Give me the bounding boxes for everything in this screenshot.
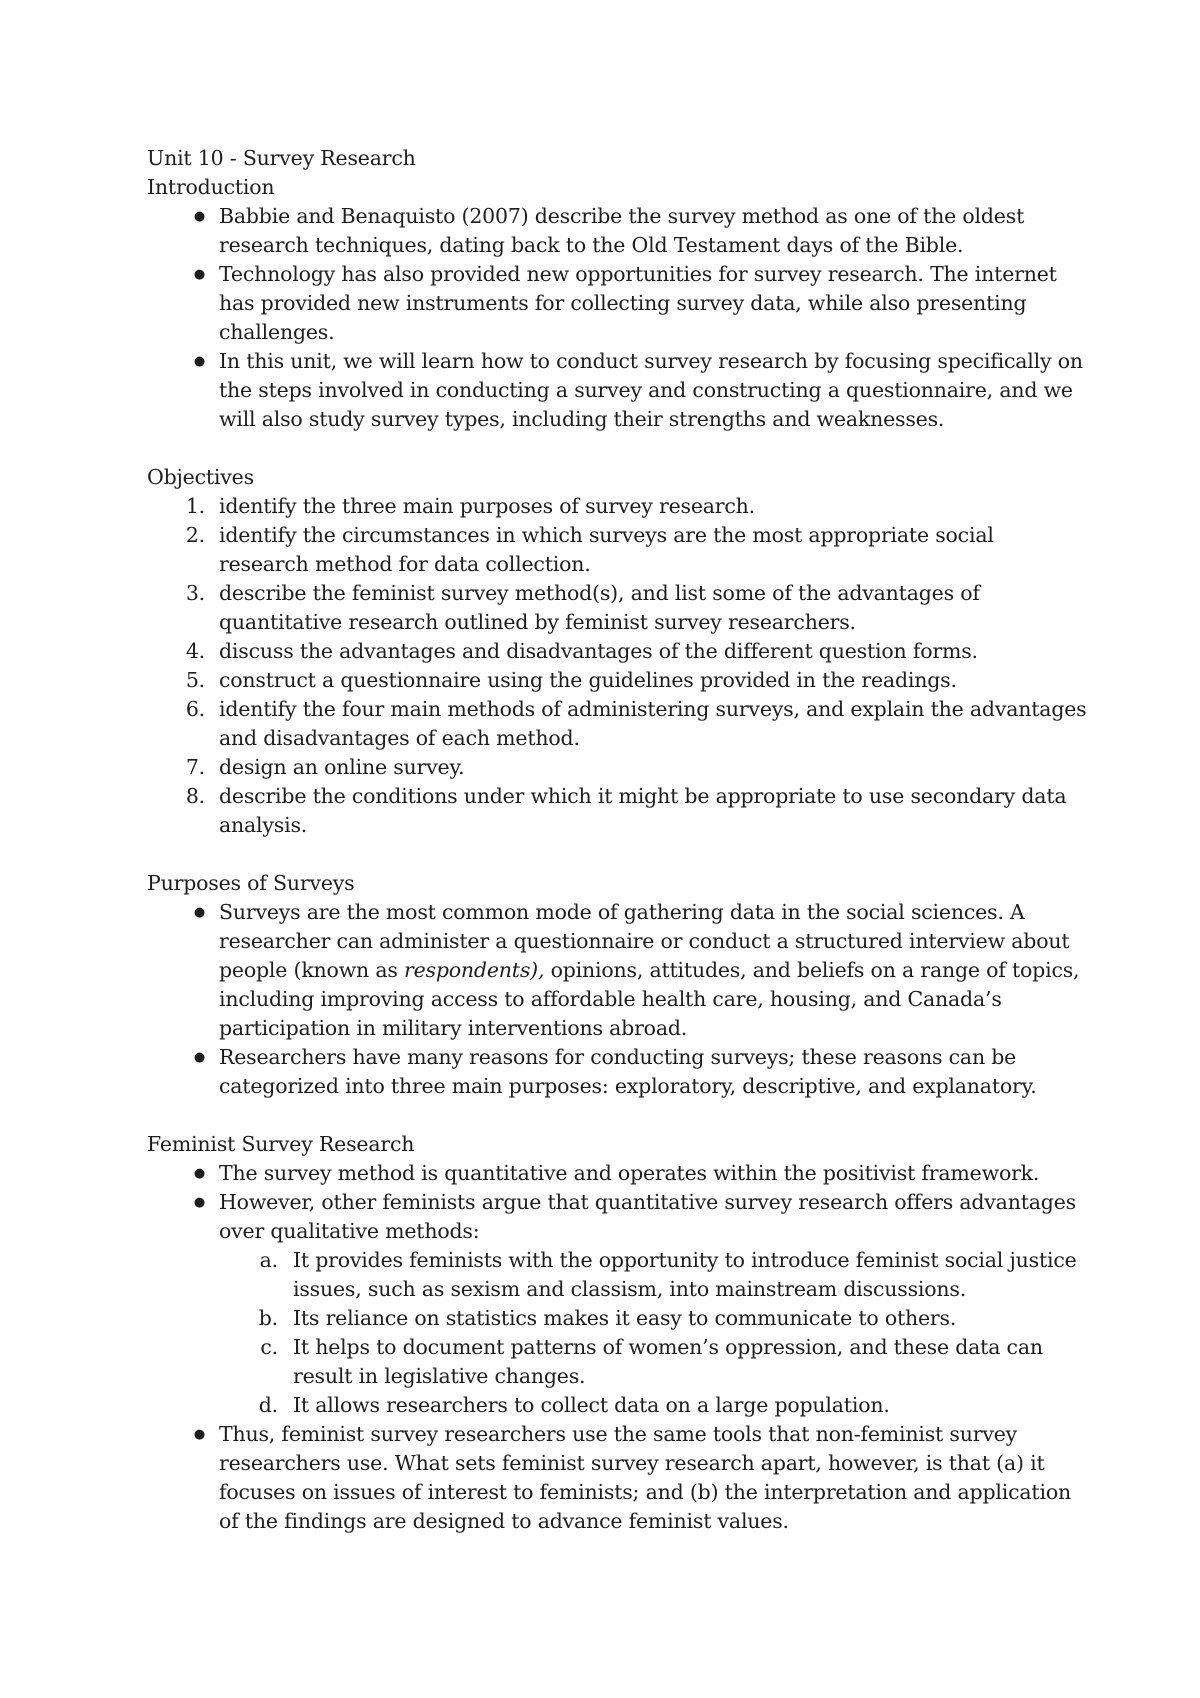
list-number: 7. xyxy=(185,755,205,779)
advantage-a: It provides feminists with the opportunity to introduce feminist social justice issues, such as sexism and classism, into mainstream discussions. xyxy=(293,1248,1077,1301)
objective-4: discuss the advantages and disadvantages of the different question forms. xyxy=(219,639,978,663)
bullet-icon: ● xyxy=(193,905,205,920)
list-item xyxy=(147,637,1087,666)
list-item xyxy=(147,753,1087,782)
list-letter: d. xyxy=(258,1393,278,1417)
list-number: 5. xyxy=(185,668,205,692)
advantage-b: Its reliance on statistics makes it easy to communicate to others. xyxy=(293,1306,957,1330)
feminist-heading: Feminist Survey Research xyxy=(147,1132,415,1156)
list-item xyxy=(147,492,1087,521)
list-item xyxy=(147,1188,1087,1246)
list-letter: a. xyxy=(259,1248,278,1272)
objective-5: construct a questionnaire using the guidelines provided in the readings. xyxy=(219,668,957,692)
list-item xyxy=(147,1391,1087,1420)
list-item xyxy=(147,1420,1087,1536)
list-item xyxy=(147,347,1087,434)
introduction-list xyxy=(147,202,1087,434)
bullet-icon: ● xyxy=(193,1427,205,1442)
bullet-icon: ● xyxy=(193,1195,205,1210)
section-spacer xyxy=(147,434,1087,463)
feminist-bullet-3: Thus, feminist survey researchers use the same tools that non-feminist survey researchers use. What sets feminist survey research apart, however, is that (a) it focuses on issues of interest to feminists; and (b) the interpretation and application of the findings are designed to advance feminist values. xyxy=(219,1422,1071,1533)
list-letter: b. xyxy=(258,1306,278,1330)
list-item xyxy=(147,898,1087,1043)
list-item xyxy=(147,1304,1087,1333)
purposes-heading: Purposes of Surveys xyxy=(147,871,355,895)
document-body xyxy=(147,144,1087,1536)
list-number: 4. xyxy=(185,639,205,663)
objective-2: identify the circumstances in which surveys are the most appropriate social research method for data collection. xyxy=(219,523,994,576)
bullet-icon: ● xyxy=(193,1050,205,1065)
introduction-bullet-1: Babbie and Benaquisto (2007) describe the survey method as one of the oldest research techniques, dating back to the Old Testament days of the Bible. xyxy=(219,204,1025,257)
feminist-list xyxy=(147,1159,1087,1246)
introduction-heading: Introduction xyxy=(147,175,275,199)
bullet-icon: ● xyxy=(193,267,205,282)
objective-1: identify the three main purposes of survey research. xyxy=(219,494,756,518)
bullet-icon: ● xyxy=(193,354,205,369)
list-item xyxy=(147,260,1087,347)
list-item xyxy=(147,1159,1087,1188)
bullet-icon: ● xyxy=(193,209,205,224)
respondents-term: respondents), xyxy=(404,958,545,982)
section-spacer xyxy=(147,1101,1087,1130)
list-item xyxy=(147,202,1087,260)
feminist-bullet-1: The survey method is quantitative and operates within the positivist framework. xyxy=(219,1161,1040,1185)
purposes-bullet-1 xyxy=(219,900,1079,1040)
purposes-bullet-1-text-end: opinions, attitudes, and beliefs on a range of topics, including improving access to affordable health care, housing, and Canada’s participation in military interventions abroad. xyxy=(219,958,1080,1040)
feminist-advantages-list xyxy=(147,1246,1087,1420)
objectives-heading: Objectives xyxy=(147,465,254,489)
introduction-bullet-3: In this unit, we will learn how to conduct survey research by focusing specifically on the steps involved in conducting a survey and constructing a questionnaire, and we will also study survey types, including their strengths and weaknesses. xyxy=(219,349,1083,431)
purposes-list xyxy=(147,898,1087,1101)
bullet-icon: ● xyxy=(193,1166,205,1181)
list-number: 8. xyxy=(185,784,205,808)
objective-8: describe the conditions under which it might be appropriate to use secondary data analysis. xyxy=(219,784,1067,837)
advantage-d: It allows researchers to collect data on a large population. xyxy=(293,1393,890,1417)
list-item xyxy=(147,695,1087,753)
advantage-c: It helps to document patterns of women’s oppression, and these data can result in legislative changes. xyxy=(293,1335,1043,1388)
section-spacer xyxy=(147,840,1087,869)
objective-3: describe the feminist survey method(s), and list some of the advantages of quantitative research outlined by feminist survey researchers. xyxy=(219,581,980,634)
purposes-bullet-2: Researchers have many reasons for conducting surveys; these reasons can be categorized into three main purposes: exploratory, descriptive, and explanatory. xyxy=(219,1045,1037,1098)
feminist-list-continued xyxy=(147,1420,1087,1536)
introduction-bullet-2: Technology has also provided new opportunities for survey research. The internet has provided new instruments for collecting survey data, while also presenting challenges. xyxy=(219,262,1057,344)
list-number: 6. xyxy=(185,697,205,721)
list-item xyxy=(147,579,1087,637)
list-item xyxy=(147,1246,1087,1304)
list-item xyxy=(147,782,1087,840)
objective-6: identify the four main methods of administering surveys, and explain the advantages and disadvantages of each method. xyxy=(219,697,1087,750)
list-item xyxy=(147,1333,1087,1391)
objective-7: design an online survey. xyxy=(219,755,465,779)
purposes-bullet-1-text-start: Surveys are the most common mode of gathering data in the social sciences. A researcher can administer a questionnaire or conduct a structured interview about people (known as xyxy=(219,900,1070,982)
list-item xyxy=(147,666,1087,695)
document-title: Unit 10 - Survey Research xyxy=(147,146,416,170)
feminist-bullet-2: However, other feminists argue that quantitative survey research offers advantages over qualitative methods: xyxy=(219,1190,1076,1243)
list-item xyxy=(147,1043,1087,1101)
list-letter: c. xyxy=(260,1335,278,1359)
objectives-list xyxy=(147,492,1087,840)
list-number: 2. xyxy=(185,523,205,547)
list-number: 1. xyxy=(185,494,205,518)
list-item xyxy=(147,521,1087,579)
list-number: 3. xyxy=(185,581,205,605)
